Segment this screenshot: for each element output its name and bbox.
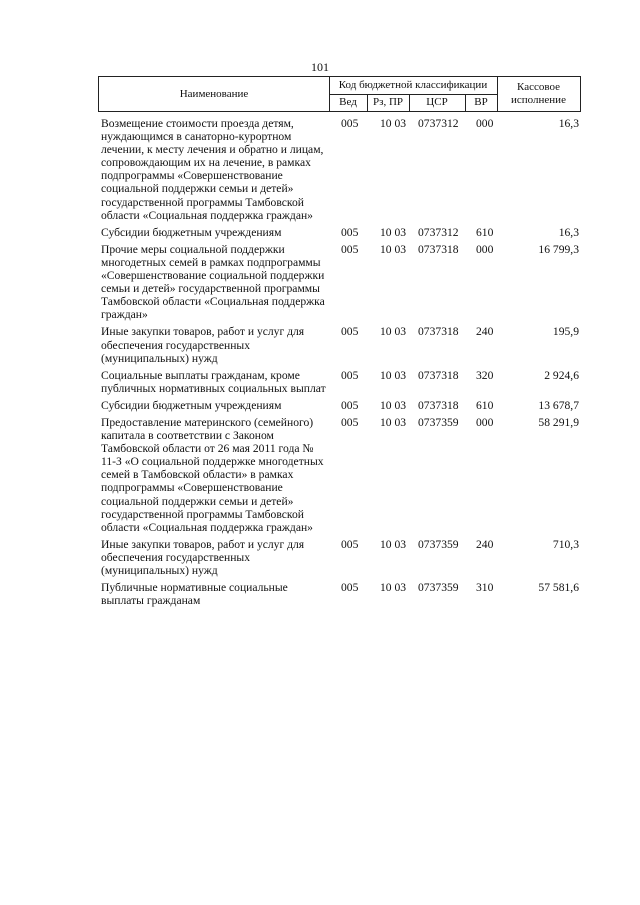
row-name: Предоставление материнского (семейного) капитала в соответствии с Законом Тамбовской области от 26 мая 2011 года № 11-З «О социальной поддержке многодетных семей в Тамбовской области» в рамках подпрограммы «Совершенствование социальной поддержки семьи и детей» государственной программы Тамбовской области «Социальная поддержка граждан» [101, 415, 324, 534]
row-amount: 58 291,9 [538, 415, 579, 429]
row-amount: 16,3 [558, 225, 579, 239]
row-name: Субсидии бюджетным учреждениям [101, 225, 282, 239]
row-csr: 0737318 [418, 398, 459, 412]
table-row [98, 117, 581, 222]
row-vr: 610 [476, 398, 494, 412]
row-name: Иные закупки товаров, работ и услуг для обеспечения государственных (муниципальных) нужд [101, 537, 305, 577]
row-name: Прочие меры социальной поддержки многодетных семей в рамках подпрограммы «Совершенствование социальной поддержки семьи и детей» государственной программы Тамбовской области «Социальная поддержка граждан» [101, 242, 325, 322]
header-name: Наименование [179, 87, 249, 100]
row-csr: 0737318 [418, 242, 459, 256]
header-amount: Кассовое исполнение [511, 81, 566, 106]
row-rz-pr: 10 03 [380, 225, 407, 239]
row-csr: 0737359 [418, 581, 459, 595]
row-name: Субсидии бюджетным учреждениям [101, 398, 282, 412]
table-header [98, 76, 581, 112]
row-csr: 0737318 [418, 368, 459, 382]
row-name: Возмещение стоимости проезда детям, нуждающимся в санаторно-курортном лечении, к месту лечения и обратно и лицам, сопровождающим их на лечение, в рамках подпрограммы «Совершенствование социальной поддержки семьи и детей» государственной программы Тамбовской области «Социальная поддержка граждан» [101, 117, 324, 222]
row-vr: 310 [476, 581, 494, 595]
page-number: 101 [311, 60, 329, 74]
row-ved: 005 [341, 225, 359, 239]
row-rz-pr: 10 03 [380, 242, 407, 256]
header-csr: ЦСР [426, 96, 448, 108]
row-rz-pr: 10 03 [380, 537, 407, 551]
row-vr: 000 [476, 415, 494, 429]
row-ved: 005 [341, 398, 359, 412]
row-amount: 57 581,6 [538, 581, 579, 595]
row-ved: 005 [341, 581, 359, 595]
header-ved: Вед [339, 96, 357, 108]
row-amount: 16,3 [558, 117, 579, 130]
row-vr: 240 [476, 537, 494, 551]
table-row [98, 581, 581, 607]
table-body [98, 117, 581, 611]
header-code-group: Код бюджетной классификации [338, 79, 488, 91]
header-vr: ВР [474, 96, 488, 108]
row-ved: 005 [341, 117, 359, 130]
row-csr: 0737318 [418, 325, 459, 339]
row-vr: 240 [476, 325, 494, 339]
table-row [98, 325, 581, 364]
row-name: Публичные нормативные социальные выплаты гражданам [101, 581, 288, 608]
row-rz-pr: 10 03 [380, 415, 407, 429]
row-vr: 610 [476, 225, 494, 239]
table-row [98, 226, 581, 239]
row-amount: 710,3 [552, 537, 579, 551]
table-row [98, 369, 581, 395]
row-amount: 195,9 [552, 325, 579, 339]
row-rz-pr: 10 03 [380, 581, 407, 595]
table-row [98, 416, 581, 534]
row-amount: 16 799,3 [538, 242, 579, 256]
row-ved: 005 [341, 242, 359, 256]
row-amount: 13 678,7 [538, 398, 579, 412]
table-row [98, 243, 581, 322]
row-rz-pr: 10 03 [380, 325, 407, 339]
header-rz-pr: Рз, ПР [372, 96, 404, 108]
row-rz-pr: 10 03 [380, 368, 407, 382]
row-vr: 320 [476, 368, 494, 382]
row-vr: 000 [476, 242, 494, 256]
row-csr: 0737359 [418, 537, 459, 551]
row-rz-pr: 10 03 [380, 117, 407, 130]
row-csr: 0737312 [418, 117, 459, 130]
row-csr: 0737359 [418, 415, 459, 429]
row-amount: 2 924,6 [544, 368, 579, 382]
row-csr: 0737312 [418, 225, 459, 239]
row-name: Социальные выплаты гражданам, кроме публичных нормативных социальных выплат [101, 368, 326, 395]
row-ved: 005 [341, 415, 359, 429]
row-ved: 005 [341, 537, 359, 551]
row-rz-pr: 10 03 [380, 398, 407, 412]
row-ved: 005 [341, 325, 359, 339]
row-ved: 005 [341, 368, 359, 382]
row-name: Иные закупки товаров, работ и услуг для обеспечения государственных (муниципальных) нужд [101, 325, 305, 365]
table-row [98, 399, 581, 412]
table-row [98, 538, 581, 577]
row-vr: 000 [476, 117, 494, 130]
